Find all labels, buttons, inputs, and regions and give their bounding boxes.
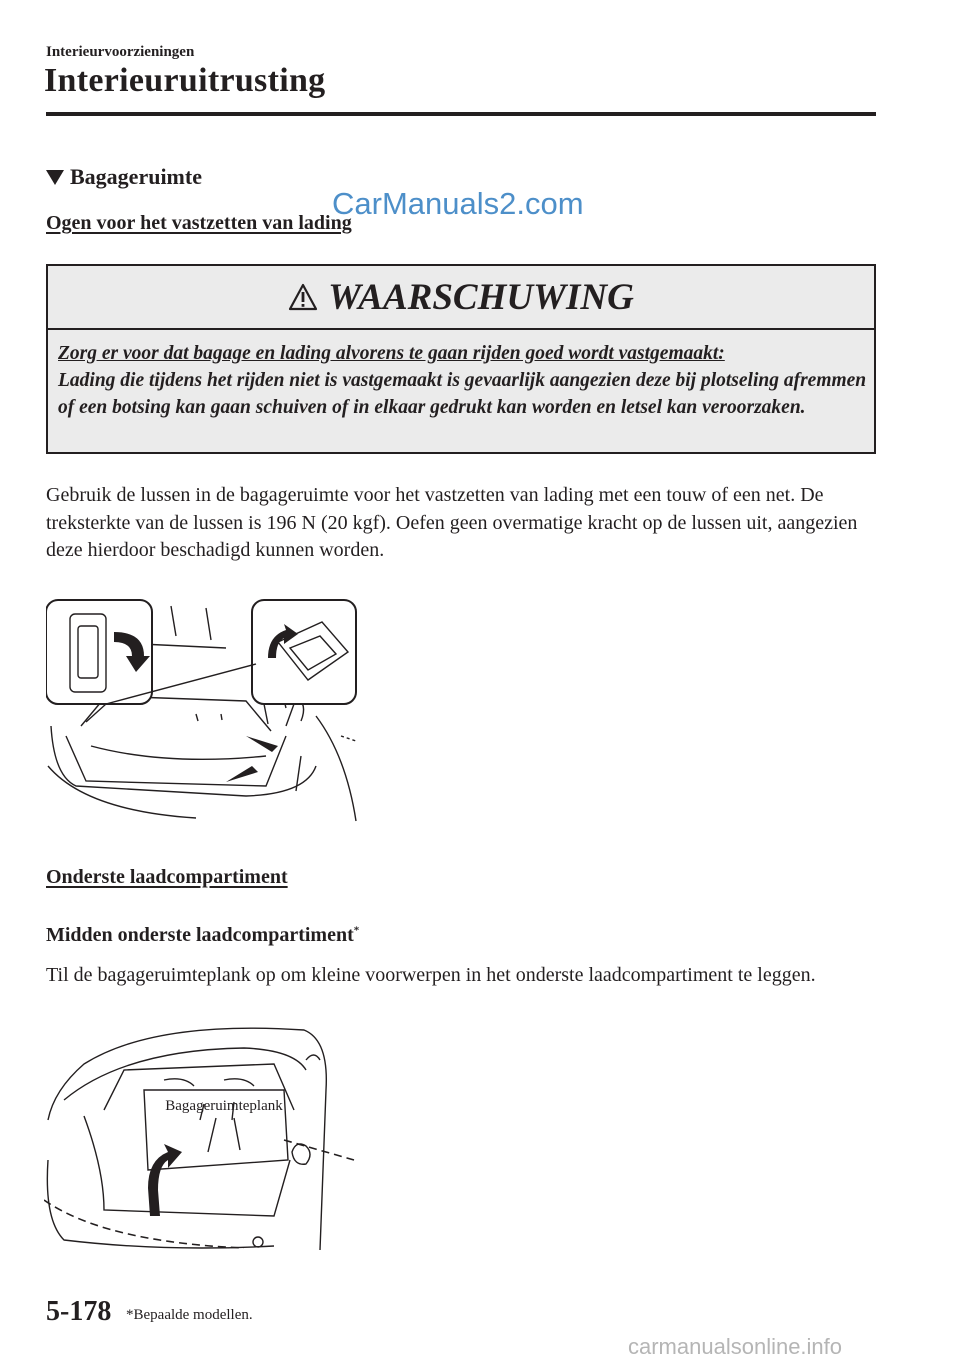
chapter-title: Interieurvoorzieningen xyxy=(46,44,195,60)
cargo-board-figure xyxy=(44,1020,356,1252)
cargo-hooks-figure xyxy=(46,596,366,826)
warning-header xyxy=(48,266,874,330)
lower-compartment-body: Til de bagageruimteplank op om kleine voorwerpen in het onderste laadcompartiment te leggen. xyxy=(46,964,816,986)
section-title: Interieuruitrusting xyxy=(44,62,326,99)
warning-text: Lading die tijdens het rijden niet is vastgemaakt is gevaarlijk aangezien deze bij plotseling afremmen of een botsing kan gaan schuiven of in elkaar gedrukt kan worden en letsel kan veroorzaken. xyxy=(58,370,867,418)
page-number: 5-178 xyxy=(46,1296,112,1327)
cargo-hooks-body: Gebruik de lussen in de bagageruimte voor het vastzetten van lading met een touw of een net. De treksterkte van de lussen is 196 N (20 kgf). Oefen geen overmatige kracht op de lussen uit, aangezien deze hierdoor beschadigd kunnen worden. xyxy=(46,484,858,561)
subsection-heading xyxy=(46,164,202,190)
cargo-hooks-heading: Ogen voor het vastzetten van lading xyxy=(46,212,352,234)
triangle-bullet-icon xyxy=(46,170,64,185)
footnote: *Bepaalde modellen. xyxy=(126,1307,253,1323)
lower-compartment-heading: Onderste laadcompartiment xyxy=(46,866,288,888)
subsection-title: Bagageruimte xyxy=(70,164,202,189)
warning-lead: Zorg er voor dat bagage en lading alvorens te gaan rijden goed wordt vastgemaakt: xyxy=(58,343,725,364)
middle-compartment-heading xyxy=(46,924,359,947)
middle-compartment-title: Midden onderste laadcompartiment xyxy=(46,924,354,946)
warning-box xyxy=(46,264,876,454)
cargo-board-label: Bagageruimteplank xyxy=(165,1098,283,1114)
watermark-logo: CarManuals2.com xyxy=(332,186,584,221)
footer-watermark: carmanualsonline.info xyxy=(628,1334,843,1359)
warning-title: WAARSCHUWING xyxy=(328,276,634,318)
warning-triangle-icon xyxy=(288,283,318,311)
header-rule xyxy=(46,112,876,116)
warning-text-block xyxy=(58,340,868,421)
model-asterisk: * xyxy=(353,924,360,937)
